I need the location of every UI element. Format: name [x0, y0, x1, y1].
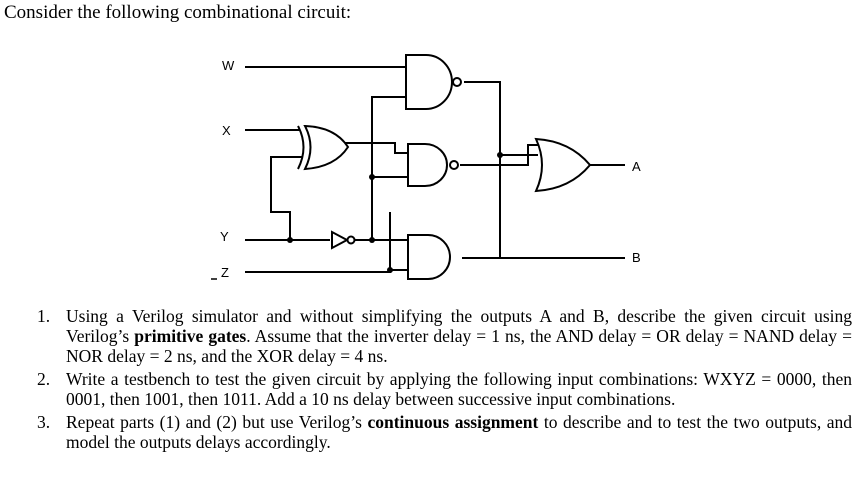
- input-label-y: Y: [220, 229, 229, 244]
- question-1: [0, 306, 852, 366]
- or-gate: [536, 139, 590, 191]
- question-number: 2.: [37, 369, 51, 389]
- junction-nand-out: [497, 152, 503, 158]
- nand-bubble-middle: [450, 161, 458, 169]
- junction-z: [387, 267, 393, 273]
- question-list: [0, 306, 852, 455]
- output-label-b: B: [632, 250, 641, 265]
- question-text: Repeat parts (1) and (2) but use Verilog’s: [66, 412, 368, 432]
- question-text: Using a Verilog simulator and without simplifying the outputs A and B, describe the given circuit using Verilog’s: [66, 306, 852, 346]
- nand-bubble-top: [453, 78, 461, 86]
- and-gate: [408, 235, 450, 279]
- question-bold-text: primitive gates: [134, 326, 247, 346]
- output-label-a: A: [632, 159, 641, 174]
- nand-gate-middle: [408, 144, 447, 186]
- problem-intro: Consider the following combinational circuit:: [4, 2, 352, 23]
- xnor-input-curve: [298, 126, 304, 169]
- input-label-w: W: [222, 58, 235, 73]
- not-bubble: [348, 237, 355, 244]
- input-label-x: X: [222, 123, 231, 138]
- junction-y: [287, 237, 293, 243]
- question-text: . Assume that the inverter delay = 1 ns, the AND delay = OR delay = NAND delay = NOR delay = 2 ns, and the XOR delay = 4 ns.: [66, 326, 852, 366]
- input-label-z: Z: [221, 265, 229, 280]
- question-3: [0, 412, 852, 452]
- question-number: 3.: [37, 412, 51, 432]
- junction-not-out: [369, 237, 375, 243]
- not-gate: [332, 232, 347, 248]
- xnor-gate: [305, 126, 348, 169]
- question-text: to describe and to test the two outputs, and model the outputs delays accordingly.: [66, 412, 853, 452]
- question-bold-text: continuous assignment: [367, 412, 539, 432]
- question-number: 1.: [37, 306, 51, 326]
- nand-gate-top: [406, 55, 452, 109]
- question-text: Write a testbench to test the given circuit by applying the following input combinations: WXYZ = 0000, then 0001, then 1001, then 1011. Add a 10 ns delay between successive input combinations.: [66, 369, 852, 409]
- question-2: [0, 369, 852, 409]
- junction-branch: [369, 174, 375, 180]
